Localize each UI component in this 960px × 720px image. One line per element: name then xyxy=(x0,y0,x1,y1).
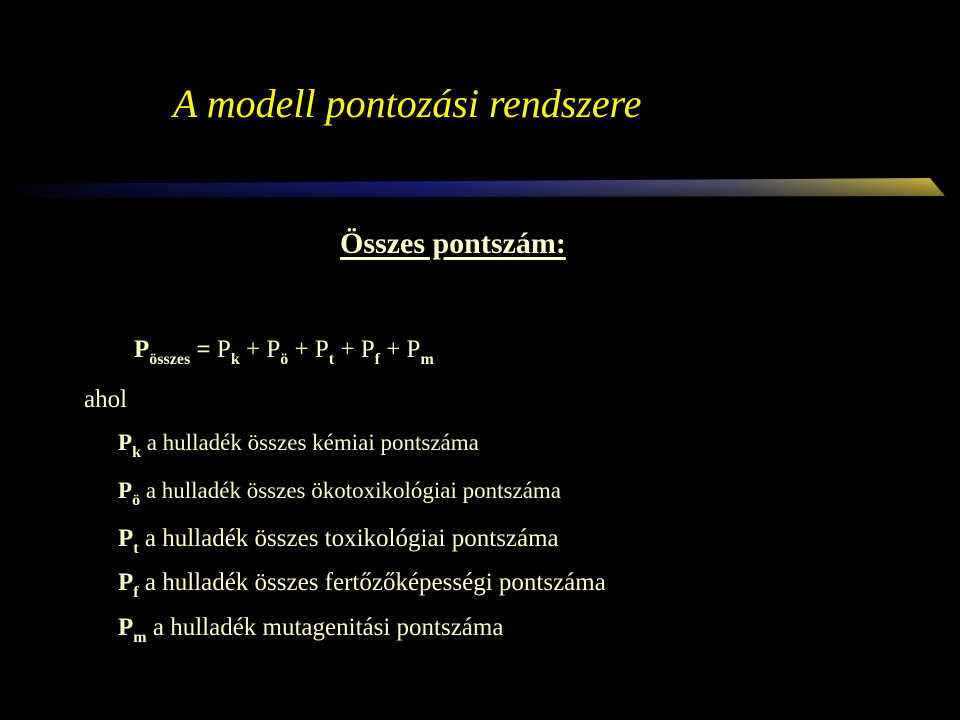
slide-title: A modell pontozási rendszere xyxy=(173,81,642,126)
definition-item xyxy=(118,610,503,646)
formula-term: $P_k$ + xyxy=(216,336,261,368)
total-score-heading: Összes pontszám: xyxy=(340,227,566,260)
definition-symbol: P xyxy=(118,430,133,455)
formula-lhs-sub: összes xyxy=(149,351,191,368)
formula-term: $P_t$ + xyxy=(314,336,355,368)
definition-item xyxy=(118,425,479,461)
formula-equals: = xyxy=(196,336,211,363)
definition-text: a hulladék összes fertőzőképességi pontszáma xyxy=(144,569,606,596)
definition-symbol: P xyxy=(118,525,134,552)
definition-symbol: P xyxy=(118,478,133,503)
definition-text: a hulladék összes kémiai pontszáma xyxy=(146,430,479,455)
formula-term: $P_m$ xyxy=(406,336,434,368)
formula-term: $P_ö$ + xyxy=(266,336,309,368)
definition-sub: ö xyxy=(132,492,141,509)
definition-text: a hulladék összes ökotoxikológiai pontszáma xyxy=(145,478,562,503)
definition-item xyxy=(118,565,606,601)
where-label: ahol xyxy=(84,386,128,413)
definition-sub: t xyxy=(133,540,139,557)
definition-sub: k xyxy=(132,444,141,461)
definition-sub: m xyxy=(133,629,147,646)
definition-item xyxy=(118,473,561,509)
title-divider xyxy=(0,176,960,198)
formula-term: $P_f$ + xyxy=(360,336,401,368)
formula-lhs-symbol: P xyxy=(134,336,150,363)
definition-symbol: P xyxy=(118,569,134,596)
definition-item xyxy=(118,521,559,557)
definition-sub: f xyxy=(133,584,139,601)
definition-symbol: P xyxy=(118,614,134,641)
definition-text: a hulladék összes toxikológiai pontszáma xyxy=(144,525,559,552)
total-score-formula xyxy=(134,330,434,370)
definition-text: a hulladék mutagenitási pontszáma xyxy=(152,614,504,641)
